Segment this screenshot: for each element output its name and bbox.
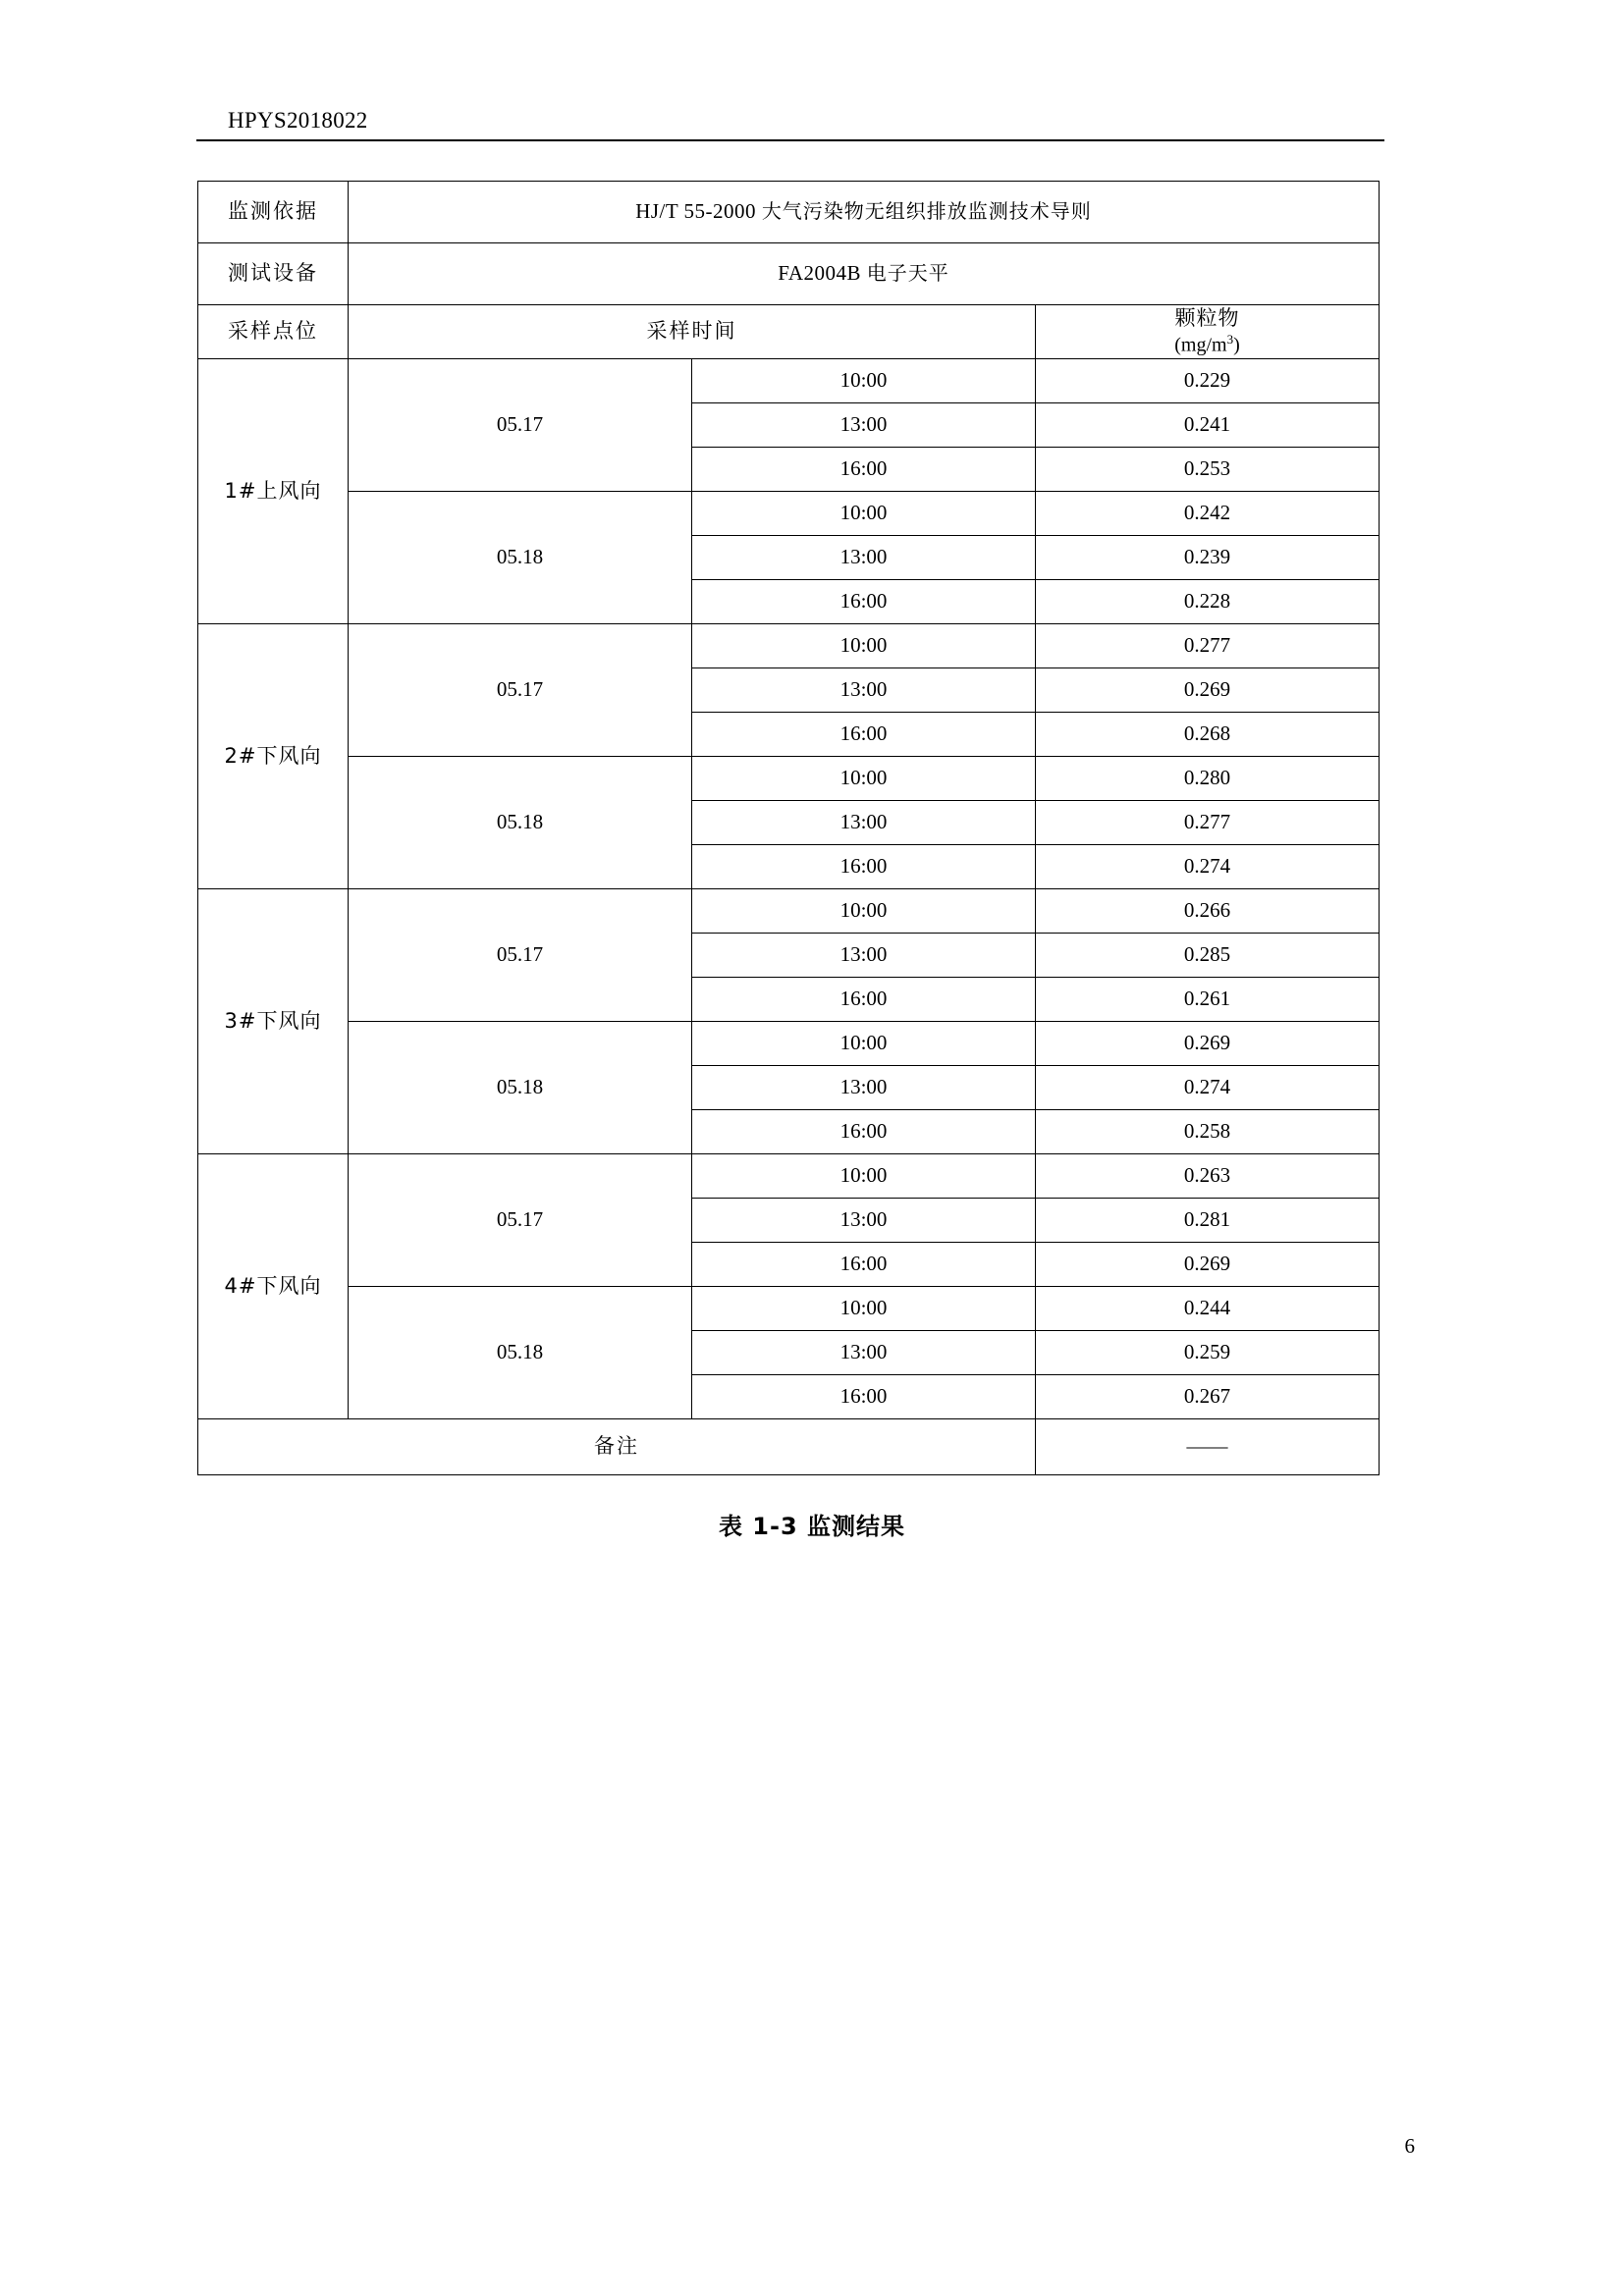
particulate-value-cell: 0.268 — [1036, 712, 1380, 756]
table-row — [198, 1021, 1380, 1065]
table-row — [198, 1153, 1380, 1198]
basis-label: 监测依据 — [198, 182, 349, 243]
remark-value: —— — [1036, 1418, 1380, 1474]
sampling-time-cell: 10:00 — [692, 756, 1036, 800]
particulate-value-cell: 0.239 — [1036, 535, 1380, 579]
sampling-date-cell: 05.18 — [349, 1286, 692, 1418]
particulate-value-cell: 0.277 — [1036, 800, 1380, 844]
sampling-date-cell: 05.17 — [349, 1153, 692, 1286]
sampling-time-cell: 10:00 — [692, 623, 1036, 667]
equipment-value — [349, 243, 1380, 305]
table-row-remark — [198, 1418, 1380, 1474]
sampling-time-cell: 16:00 — [692, 1374, 1036, 1418]
particulate-value-cell: 0.263 — [1036, 1153, 1380, 1198]
header-divider — [196, 139, 1384, 141]
table-row-basis — [198, 182, 1380, 243]
particulate-value-cell: 0.277 — [1036, 623, 1380, 667]
sampling-time-cell: 16:00 — [692, 1109, 1036, 1153]
sampling-time-cell: 13:00 — [692, 667, 1036, 712]
sampling-date-cell: 05.17 — [349, 888, 692, 1021]
unit-exponent: 3 — [1226, 332, 1234, 347]
document-header — [196, 108, 1384, 141]
sampling-time-cell: 10:00 — [692, 1286, 1036, 1330]
sampling-date-cell: 05.18 — [349, 491, 692, 623]
sampling-date-cell: 05.17 — [349, 358, 692, 491]
sampling-time-cell: 16:00 — [692, 1242, 1036, 1286]
column-header-point: 采样点位 — [198, 305, 349, 359]
particulate-value-cell: 0.269 — [1036, 1021, 1380, 1065]
sampling-time-cell: 16:00 — [692, 977, 1036, 1021]
sampling-time-cell: 10:00 — [692, 888, 1036, 933]
sampling-time-cell: 13:00 — [692, 1198, 1036, 1242]
table-row — [198, 756, 1380, 800]
table-row — [198, 888, 1380, 933]
particulate-value-cell: 0.244 — [1036, 1286, 1380, 1330]
table-row — [198, 1286, 1380, 1330]
table-row — [198, 358, 1380, 402]
particulate-value-cell: 0.267 — [1036, 1374, 1380, 1418]
sampling-time-cell: 13:00 — [692, 402, 1036, 447]
sampling-point-cell: 3#下风向 — [198, 888, 349, 1153]
sampling-time-cell: 16:00 — [692, 579, 1036, 623]
sampling-time-cell: 13:00 — [692, 1065, 1036, 1109]
particulate-value-cell: 0.281 — [1036, 1198, 1380, 1242]
column-header-time: 采样时间 — [349, 305, 1036, 359]
particulate-value-cell: 0.228 — [1036, 579, 1380, 623]
particulate-value-cell: 0.280 — [1036, 756, 1380, 800]
sampling-point-cell: 2#下风向 — [198, 623, 349, 888]
particulate-value-cell: 0.261 — [1036, 977, 1380, 1021]
sampling-point-cell: 4#下风向 — [198, 1153, 349, 1418]
sampling-time-cell: 13:00 — [692, 1330, 1036, 1374]
sampling-date-cell: 05.17 — [349, 623, 692, 756]
basis-value — [349, 182, 1380, 243]
sampling-time-cell: 10:00 — [692, 358, 1036, 402]
remark-label: 备注 — [198, 1418, 1036, 1474]
sampling-time-cell: 13:00 — [692, 535, 1036, 579]
unit-suffix: ) — [1233, 334, 1240, 356]
document-code: HPYS2018022 — [228, 108, 368, 133]
sampling-time-cell: 16:00 — [692, 844, 1036, 888]
sampling-time-cell: 10:00 — [692, 1021, 1036, 1065]
particulate-value-cell: 0.241 — [1036, 402, 1380, 447]
sampling-date-cell: 05.18 — [349, 1021, 692, 1153]
table-row-equipment — [198, 243, 1380, 305]
unit-prefix: (mg/m — [1174, 334, 1227, 356]
equipment-name: 电子天平 — [866, 261, 949, 286]
equipment-model: FA2004B — [778, 261, 862, 286]
particulate-value-cell: 0.242 — [1036, 491, 1380, 535]
sampling-time-cell: 13:00 — [692, 933, 1036, 977]
sampling-time-cell: 16:00 — [692, 712, 1036, 756]
equipment-label: 测试设备 — [198, 243, 349, 305]
parameter-unit — [1036, 332, 1379, 358]
sampling-time-cell: 13:00 — [692, 800, 1036, 844]
particulate-value-cell: 0.269 — [1036, 1242, 1380, 1286]
sampling-time-cell: 10:00 — [692, 491, 1036, 535]
particulate-value-cell: 0.253 — [1036, 447, 1380, 491]
particulate-value-cell: 0.269 — [1036, 667, 1380, 712]
basis-standard-title: 大气污染物无组织排放监测技术导则 — [761, 199, 1092, 224]
table-header-row — [198, 305, 1380, 359]
particulate-value-cell: 0.274 — [1036, 1065, 1380, 1109]
sampling-date-cell: 05.18 — [349, 756, 692, 888]
monitoring-results-table — [197, 181, 1380, 1475]
basis-standard-code: HJ/T 55-2000 — [635, 199, 757, 224]
sampling-time-cell: 16:00 — [692, 447, 1036, 491]
sampling-time-cell: 10:00 — [692, 1153, 1036, 1198]
particulate-value-cell: 0.285 — [1036, 933, 1380, 977]
particulate-value-cell: 0.259 — [1036, 1330, 1380, 1374]
parameter-name: 颗粒物 — [1174, 306, 1240, 330]
table-row — [198, 491, 1380, 535]
page-number: 6 — [1404, 2134, 1415, 2158]
sampling-point-cell: 1#上风向 — [198, 358, 349, 623]
column-header-parameter — [1036, 305, 1380, 359]
particulate-value-cell: 0.274 — [1036, 844, 1380, 888]
monitoring-results-table-wrap — [197, 181, 1380, 1475]
particulate-value-cell: 0.266 — [1036, 888, 1380, 933]
particulate-value-cell: 0.229 — [1036, 358, 1380, 402]
table-caption: 表 1-3 监测结果 — [718, 1513, 906, 1540]
table-body — [198, 182, 1380, 1475]
particulate-value-cell: 0.258 — [1036, 1109, 1380, 1153]
table-row — [198, 623, 1380, 667]
